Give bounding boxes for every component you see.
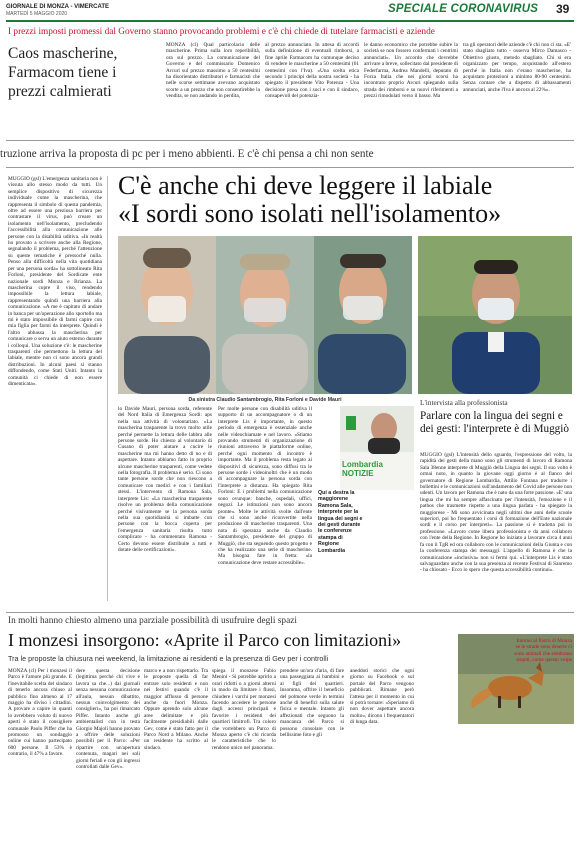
masks-photo-illustration [118,236,412,394]
park-story-col-2: dere questa decisione (legittima perché chi vive e lavora sa che...) dai giornali senza nessuna comunicazione all'aula, nessun dibattito, nessun coinvolgimento dei consiglieri», ha poi rimarcato Piffer. Intanto anche gli ambientalisti con in testa Giorgio Majoli hanno provato a offrire delle soluzioni possibili per il Parco: «Per ripartire con un'apertura contenuta, magari nei soli giorni feriali e con gli ingressi controllati dalle Gev». [76,668,140,771]
top-story-col-1: MONZA (cl) Qual particolacio delle mascherine. Prima sulla loro reperibilità, ora sul prezzo. La comunicazione del Governo e del commissario Domenico Arcuri sul prezzo massimo a 50 centesimi ha disorientato distributori e farmacisti che nelle scorse settimane avevano acquistato scorte a un prezzo che non consentirebbe la vendita, se non andando in perdita, [166,42,260,100]
top-story-col-4: tra gli operatori delle aziende c'è chi non ci sta. «E' stato sbagliato tutto - osserva Mirco Damasco - Obiettivo giusto, metodo sbagliato. Chi si era organizzato per tempo, acquistando all'estero perché in Italia non c'erano mascherine, ha acquistato protezioni a minimo 80-90 centesimi. Senza contare che a dispetto di abbassamenti annunciati, anche l'Iva è ancora al 22%». [463,42,571,93]
main-story-headline-1: C'è anche chi deve leggere il labiale [118,171,493,200]
interpreter-side-caption: Qui a destra la maggiorene Ramona Sala, interprete per la lingua dei segni e dei gesti durante le conferenze stampa di Regione Lombardia [318,490,363,554]
park-story-headline: I monzesi insorgono: «Aprite il Parco con limitazioni» [8,630,402,650]
paper-name: GIORNALE DI MONZA - VIMERCATE [6,4,109,10]
top-story-col-3: le danno economico che potrebbe subire la società se non fossero confermati i centrimi annunciati». Un accordo che dovrebbe arrivare a breve, sollecitato dal presidente di Federfarma, Andrea Mandelli, deputato di Forza Italia che nei giorni scorsi ha incontrato proprio Arcuri spiegando sulla strada dei rimborsi e su nuovi riferimenti a prezzi rimodulati verso il basso. Ma [364,42,458,100]
top-story-headline: Caos mascherine, Farmacom tiene i prezzi calmierati [8,45,118,100]
main-story-mid-col-2: Per molte persone con disabilità uditiva il supporto di un accompagnatore o di un interprete Lis è importante, in questo periodo di emergenza è essenziale anche nelle videochiamate e nel lavoro. «Stiamo provando strumenti di organizzazione di riunioni attraverso le piattaforme online, perché ogni momento di incontro è importante. Ma il problema resta legato ai dispositivi di sicurezza, sono diffusi tra le persone sorde i videoinoltri che è un modo di accompagnare la persona sorda con l'interprete a distanza. Ha spiegato Rita Forloni: E i problemi nella comunicazione sono ovunque: banche, ospedali, uffici, negozi. Le istituzioni non sono ancora pronte». Molte le attività svolte dall'ente che si sono anche riconvertite nella produzione di mascherine trasparenti. Una nota di speranza anche da Claudio Santambrogio, presidente del gruppo di Muggiò, che sta seguendo questo progetto e che ha realizzato una serie di mascherine. Ma bisogna fare in fretta: «la comunicazione deve restare accessibile». [218,406,312,566]
park-story-col-5: prendere un'ora d'aria, di fare una passeggiata ai bambini e ai figli dei quartieri. Insomma, offrire il beneficio del polmone verde in termini anche di benefici sulla salute fisica e mentale. Intanto gli affezionati che seguono la mancanza del Parco si possono consolare con le bellissime foto e gli [280,668,344,739]
fox-photo-caption: Intorno al Parco di Monza se le strade sono deserte ci sono animali che sembrano stupiti, come questo volpe [514,638,572,664]
park-story-col-3: marco e a non rispettarlo. Tra le proposte quella di far entrare solo residenti e non nei festivi quando c'è il maggior afflusso di persone anche da fuori Monza. Oppure aprendo solo alcune aree delimitate e più facilmente presidiabili dalle Gev, come è stato fatto per il Parco Nord a Milano. Anche un residente ha scritto al sindaco. [144,668,208,751]
masks-photo [118,236,412,394]
banner-rule [6,167,574,168]
lombardia-sign-text: Lombardia NOTIZIE [342,460,383,478]
page-number: 39 [556,2,570,16]
banner-strip: truzione arriva la proposta di pc per i meno abbienti. E c'è chi pensa a chi non sente [0,148,374,160]
main-story-headline-2: «I sordi sono isolati nell'isolamento» [118,199,502,228]
park-story-col-1: MONZA (cl) Per i monzesi il Parco è l'amore più grande. E l'inevitabile scelta del sindaco di tenerlo ancora chiuso al pubblico fino almeno al 17 maggio ha diviso i cittadini. A provare a capire in quanti lo avrebbero voluto di nuovo aperti è stato il consigliere comunale Paolo Piffer che ha promosso un sondaggio online cui hanno partecipato 600 persone. Il 53% è contrario, il 47% a favore. [8,668,72,758]
masks-photo-caption: Da sinistra Claudio Santambrogio, Rita Forloni e Davide Mauri [188,397,342,403]
top-story-rule [6,140,574,141]
interpreter-photo [418,236,572,394]
park-story-col-6: aneddoti storici che ogni giorno su Facebook e sul portale del Parco vengono pubblicati. Rimane però l'attesa per il momento in cui si potrà tornare: «Speriamo di non dover aspettare ancora molto», dicono i frequentatori di lunga data. [350,668,414,726]
main-story-mid-col-1: lo Davide Mauri, persona sorda, referente del Nord Italia di Emergenza Sordi: aps nella sua attività di volontariato. «La mascherina trasparente la trovo molto utile perché permette la lettura delle labbra alle persone sorde. Ho chiesto al volontario di Cusano di poter aiutare a cucire le mascherine ma mi hanno detto di no e di aspettare. Intanto abbiamo fatto in proprio alcune mascherine trasparenti, come vedete nella fotografia. Il problema è serio. Ci sono tante persone sorde che non riescono a comunicare con medici e con i familiari stessi. L'intervento di Ramona Sala, interprete Lis: «La mascherina trasparente risolve un problema della comunicazione perché visivamente se la persona sorda nella sua quotidianità si imbatte con persone con la bocca coperta per l'emergenza sanitaria risulta tutto complicato - ha commentato Ramona - Certo devono essere distribuite a tutti e dotate delle certificazioni». [118,406,212,553]
main-story-divider [107,176,108,601]
top-story-col-2: al prezzo annunciato. In attesa di accordi sulla definizione di eventuali rimborsi, a fine aprile Farmacom ha comunque deciso di vendere le mascherine a 50 centesimi (61 centesimi con l'Iva). «Una scelta etica secondo i principi della nostra società - ha spiegato il presidente Vito Potenza - Una decisione presa con i soci e con il sindaco, consapevoli del potenzia- [265,42,359,100]
top-story-kicker: I prezzi imposti promessi dal Governo stanno provocando problemi e c'è chi chiede di tutelare farmacisti e aziende [8,27,435,37]
header-rule [6,20,574,22]
park-story-deck: Tra le proposte la chiusura nei weekend, la limitazione ai residenti e la presenza di Gev per i controlli [8,654,329,663]
main-story-bottom-rule [6,612,574,613]
issue-date: MARTEDÌ 5 MAGGIO 2020 [6,11,68,17]
main-story-left-col: MUGGIÒ (gsl) L'emergenza sanitaria non è vissuta allo stesso modo da tutti. Un semplice dispositivo di sicurezza individuale come la mascherina, che rappresenta il simbolo di questa pandemia, oltre ad essere una preziosa barriera per contrastare il virus, può creare un isolamento nell'isolamento, precludendo l'accessibilità alla comunicazione alle persone con la disabilità uditiva. «In realtà ho provato a scrivere anche alla Regione, segnalando il problema, perché l'attenzione su queste tematiche è pressoché nulla. Penso alla difficoltà nella vita quotidiana per una persona sorda» ha sottolineato Rita Forloni, presidente del Sordicate ente nazionale sordi Monza e Brianza. La mascherina copre il viso, rendendo impossibile la lettura labiale, rappresentando quindi una barriera alla comunicazione. «A me è capitato di andare in banca per un'operazione allo sportello ma mi è stato impossibile di farmi capire con mia figlia per farmi da interprete. Quindi è l'altro abbassa la mascherina per comunicare o serva un aiuto esterno durante i colloqui. Una soluzione c'è: le mascherine trasparenti che permettono la lettura del labiale, mentre non ci sono ancora grandi distribuzioni. In alcuni paesi si stanno diffondendo, come Stati Uniti. Intanto la comunità ci chiede di non essere dimenticata». [8,176,102,387]
interpreter-photo-illustration [418,236,572,394]
section-title: SPECIALE CORONAVIRUS [388,3,539,15]
park-story-kicker: In molti hanno chiesto almeno una parziale possibilità di usufruire degli spazi [8,616,297,626]
park-story-col-4: spiega il monzese Fabio Menini - Si potrebbe aprirlo a orari ridotti o a giorni alterni in modo da limitare i flussi, chiudere i varchi per monzesi facendo accedere le persone dagli accessi principali e favorire i residenti dei quartieri limitrofi. Tra coloro che vorrebbero un Parco di Monza aperto c'è chi ricorda le caratteristiche che lo rendono unico nel panorama. [212,668,276,751]
interview-body: MUGGIÒ (gsl) L'intensità dello sguardo, l'espressione del volto, la rapidità dei gesti della mano sono gli strumenti di lavoro di Ramona Sala 38enne interprete di Muggiò della Lingua dei segni. Il suo volto è ormai noto, in quanto la giovane oggi giorno è al fianco del governatore di Regione Lombardia, Attilio Fontana per tradurre i bollettini e le comunicazioni sull'andamento del Covid alle persone non udenti. Un lavoro per Ramona che è nato da una forte passione. «E' una lingua che mi ha sempre affascinato per l'intensità, l'emozione e il pathos che trasmette rispetto a una lingua parlata - ha spiegato la muggiorese - Mi sono avvicinata negli ultimi due anni delle scuole superiori, poi ho frequentato i corsi di formazione dell'Ente nazionale sordi e il corso per interpreti». La passione si è tradotta poi in professione. «Lavoro come libera professionista e da anni collaboro con l'ente della Regione. In Regione ho iniziato a lavorare circa 4 anni fa con il TgR ed ora collaboro con le comunicazioni della Giunta e con la conferenza stampa dei messaggi. L'appello di Ramona è che la comunicazione «inclusiva» non si fermi qui. «L'interprete Lis è stato salvaguardato anche con la sua presenza al recente Festival di Sanremo - ha chiosato - Ecco lo spero che questa accessibilità continui». [420,452,572,574]
interview-headline: Parlare con la lingua dei segni e dei gesti: l'interprete è di Muggiò [420,410,569,435]
lombardia-sign-photo [340,406,414,490]
interview-kicker: L'intervista alla professionista [420,398,508,407]
